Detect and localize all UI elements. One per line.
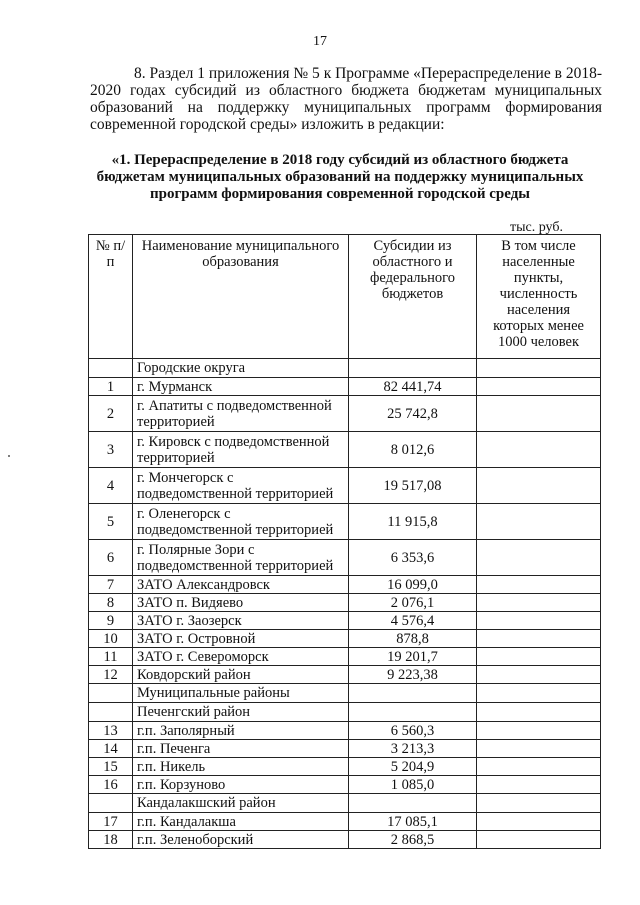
header-name: Наименование муниципального образования: [133, 235, 349, 359]
scan-speck: [8, 455, 10, 457]
row-number: 5: [89, 504, 133, 540]
table-row: [89, 432, 601, 468]
row-number: 16: [89, 776, 133, 794]
header-small-settlements: В том числе населенные пункты, численность населения которых менее 1000 человек: [477, 235, 601, 359]
row-subsidy: 6 560,3: [349, 722, 477, 740]
table-row: [89, 740, 601, 758]
row-small-settlements: [477, 740, 601, 758]
row-number: 6: [89, 540, 133, 576]
row-small-settlements: [477, 831, 601, 849]
table-row: [89, 540, 601, 576]
row-name: ЗАТО г. Заозерск: [133, 612, 349, 630]
row-name: г.п. Корзуново: [133, 776, 349, 794]
section-heading: «1. Перераспределение в 2018 году субсидий из областного бюджета бюджетам муниципальных образований на поддержку муниципальных программ формирования современной городской среды: [96, 152, 584, 202]
table-body: [89, 359, 601, 849]
row-number: 12: [89, 666, 133, 684]
table-row: [89, 630, 601, 648]
table-row: [89, 648, 601, 666]
section-label: Муниципальные районы: [133, 684, 349, 703]
row-subsidy: 25 742,8: [349, 396, 477, 432]
row-name: г. Апатиты с подведомственной территорией: [133, 396, 349, 432]
row-number: 13: [89, 722, 133, 740]
row-small-settlements: [477, 612, 601, 630]
table-row: [89, 813, 601, 831]
section-value-cell: [349, 794, 477, 813]
row-subsidy: 17 085,1: [349, 813, 477, 831]
table-row: [89, 776, 601, 794]
unit-label: тыс. руб.: [510, 220, 563, 235]
row-name: ЗАТО г. Североморск: [133, 648, 349, 666]
row-number: 4: [89, 468, 133, 504]
row-subsidy: 82 441,74: [349, 378, 477, 396]
row-number: 1: [89, 378, 133, 396]
table-row: [89, 396, 601, 432]
row-small-settlements: [477, 776, 601, 794]
row-number: 2: [89, 396, 133, 432]
row-number: 9: [89, 612, 133, 630]
row-subsidy: 3 213,3: [349, 740, 477, 758]
section-label: Кандалакшский район: [133, 794, 349, 813]
row-name: Ковдорский район: [133, 666, 349, 684]
table-header-row: [89, 235, 601, 359]
row-subsidy: 5 204,9: [349, 758, 477, 776]
row-subsidy: 4 576,4: [349, 612, 477, 630]
row-small-settlements: [477, 576, 601, 594]
row-name: г.п. Зеленоборский: [133, 831, 349, 849]
row-small-settlements: [477, 666, 601, 684]
row-number: 10: [89, 630, 133, 648]
row-name: г. Кировск с подведомственной территорией: [133, 432, 349, 468]
row-small-settlements: [477, 630, 601, 648]
row-name: ЗАТО Александровск: [133, 576, 349, 594]
section-row: [89, 359, 601, 378]
table-row: [89, 504, 601, 540]
section-value-cell: [349, 359, 477, 378]
row-number: 7: [89, 576, 133, 594]
table-row: [89, 468, 601, 504]
row-name: г. Оленегорск с подведомственной территорией: [133, 504, 349, 540]
section-row: [89, 684, 601, 703]
row-subsidy: 2 076,1: [349, 594, 477, 612]
row-small-settlements: [477, 722, 601, 740]
row-subsidy: 878,8: [349, 630, 477, 648]
subsidy-table: [88, 234, 601, 849]
section-number-cell: [89, 359, 133, 378]
row-number: 18: [89, 831, 133, 849]
intro-paragraph: 8. Раздел 1 приложения № 5 к Программе «Перераспределение в 2018-2020 годах субсидий из областного бюджета бюджетам муниципальных образований на поддержку муниципальных программ формирования современной городской среды» изложить в редакции:: [90, 65, 602, 133]
row-name: ЗАТО п. Видяево: [133, 594, 349, 612]
row-subsidy: 9 223,38: [349, 666, 477, 684]
row-subsidy: 1 085,0: [349, 776, 477, 794]
row-small-settlements: [477, 432, 601, 468]
row-small-settlements: [477, 378, 601, 396]
row-small-settlements: [477, 540, 601, 576]
row-subsidy: 19 517,08: [349, 468, 477, 504]
table-row: [89, 576, 601, 594]
row-name: г.п. Печенга: [133, 740, 349, 758]
section-label: Городские округа: [133, 359, 349, 378]
row-subsidy: 16 099,0: [349, 576, 477, 594]
row-small-settlements: [477, 758, 601, 776]
row-number: 11: [89, 648, 133, 666]
section-extra-cell: [477, 794, 601, 813]
row-small-settlements: [477, 468, 601, 504]
row-name: г. Мурманск: [133, 378, 349, 396]
row-subsidy: 6 353,6: [349, 540, 477, 576]
page-number: 17: [313, 34, 327, 49]
section-value-cell: [349, 684, 477, 703]
row-small-settlements: [477, 648, 601, 666]
row-subsidy: 2 868,5: [349, 831, 477, 849]
row-subsidy: 19 201,7: [349, 648, 477, 666]
header-subsidy: Субсидии из областного и федерального бюджетов: [349, 235, 477, 359]
section-extra-cell: [477, 684, 601, 703]
row-small-settlements: [477, 504, 601, 540]
row-number: 8: [89, 594, 133, 612]
header-number: № п/п: [89, 235, 133, 359]
row-subsidy: 11 915,8: [349, 504, 477, 540]
table-row: [89, 666, 601, 684]
row-subsidy: 8 012,6: [349, 432, 477, 468]
row-small-settlements: [477, 396, 601, 432]
row-name: г. Полярные Зори с подведомственной территорией: [133, 540, 349, 576]
section-number-cell: [89, 703, 133, 722]
row-number: 15: [89, 758, 133, 776]
row-name: г. Мончегорск с подведомственной территорией: [133, 468, 349, 504]
row-small-settlements: [477, 594, 601, 612]
row-name: ЗАТО г. Островной: [133, 630, 349, 648]
row-name: г.п. Кандалакша: [133, 813, 349, 831]
section-row: [89, 794, 601, 813]
section-number-cell: [89, 684, 133, 703]
row-name: г.п. Заполярный: [133, 722, 349, 740]
section-extra-cell: [477, 703, 601, 722]
table-row: [89, 722, 601, 740]
table-row: [89, 612, 601, 630]
row-number: 14: [89, 740, 133, 758]
table-row: [89, 758, 601, 776]
section-row: [89, 703, 601, 722]
row-small-settlements: [477, 813, 601, 831]
section-value-cell: [349, 703, 477, 722]
row-number: 17: [89, 813, 133, 831]
section-label: Печенгский район: [133, 703, 349, 722]
row-number: 3: [89, 432, 133, 468]
section-number-cell: [89, 794, 133, 813]
row-name: г.п. Никель: [133, 758, 349, 776]
table-row: [89, 594, 601, 612]
table-row: [89, 378, 601, 396]
section-extra-cell: [477, 359, 601, 378]
table-row: [89, 831, 601, 849]
